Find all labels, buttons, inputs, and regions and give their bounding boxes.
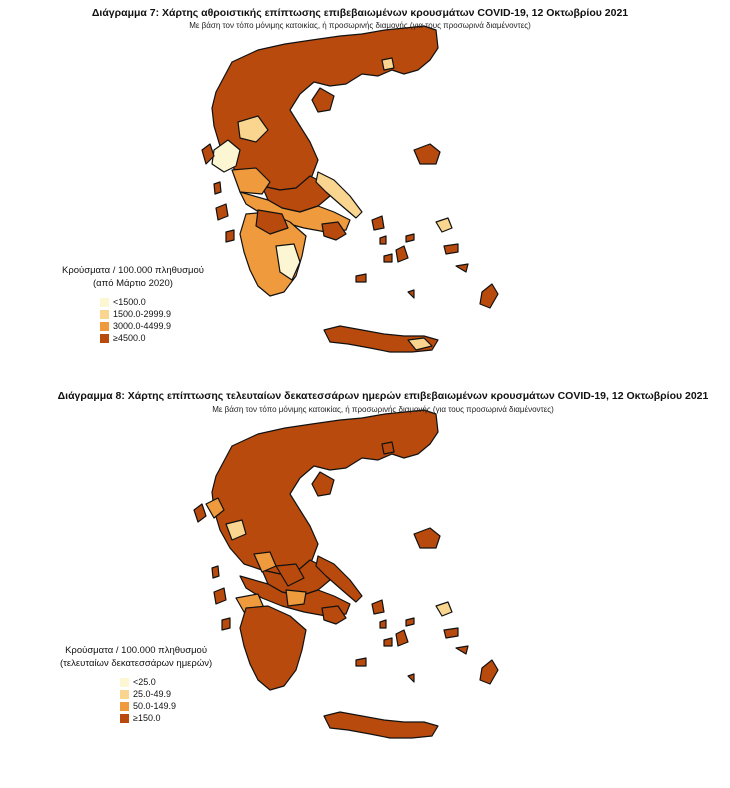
island-kefalonia [214,588,226,604]
island-mykonos [406,234,414,242]
legend-swatch [120,714,129,723]
legend-item [100,332,204,344]
island-syros [380,620,386,628]
legend-label: <25.0 [133,677,156,687]
legend-item [120,712,212,724]
island-syros [380,236,386,244]
island-mykonos [406,618,414,626]
legend-item [100,308,204,320]
map-title: Διάγραμμα 8: Χάρτης επίπτωσης τελευταίων δεκατεσσάρων ημερών επιβεβαιωμένων κρουσμάτων COVID-19, 12 Οκτωβρίου 2021 [57,390,709,402]
island-thassos [382,58,394,70]
legend-item [100,296,204,308]
region-peloponnese [240,606,306,690]
island-andros [372,600,384,614]
island-naxos [396,630,408,646]
legend-swatch [100,298,109,307]
map-legend [60,644,212,724]
island-samos [444,628,458,638]
island-corfu [194,504,206,522]
legend-swatch [100,334,109,343]
island-santorini [408,290,414,298]
island-lefkada [212,566,219,578]
island-naxos [396,246,408,262]
island-lefkada [214,182,221,194]
legend-label: <1500.0 [113,297,146,307]
legend-item [100,320,204,332]
legend-label: 1500.0-2999.9 [113,309,172,319]
island-crete [324,712,438,738]
legend-swatch [120,678,129,687]
map-title: Διάγραμμα 7: Χάρτης αθροιστικής επίπτωσης επιβεβαιωμένων κρουσμάτων COVID-19, 12 Οκτωβρίου 2021 [91,7,629,19]
island-santorini [408,674,414,682]
island-paros [384,638,392,646]
legend-title-line-1: Κρούσματα / 100.000 πληθυσμού [62,265,204,276]
island-rhodes [480,660,498,684]
legend-label: ≥4500.0 [113,333,146,343]
island-milos [356,274,366,282]
legend-item [120,676,212,688]
island-lesvos [414,144,440,164]
island-lesvos [414,528,440,548]
legend-label: 50.0-149.9 [133,701,177,711]
island-kos [456,264,468,272]
legend-title-line-1: Κρούσματα / 100.000 πληθυσμού [65,645,208,656]
greece-choropleth-14-day [0,386,730,786]
map-panel-14-day [0,386,730,786]
map-subtitle: Με βάση τον τόπο μόνιμης κατοικίας, ή προσωρινής διαμονής (για τους προσωρινά διαμένοντες) [212,405,554,414]
island-chios [436,602,452,616]
region-korinthia [286,590,306,606]
legend-swatch [120,690,129,699]
island-zakynthos [222,618,230,630]
island-andros [372,216,384,230]
map-subtitle: Με βάση τον τόπο μόνιμης κατοικίας, ή προσωρινής διαμονής (για τους προσωρινά διαμένοντες) [189,21,531,30]
legend-swatch [120,702,129,711]
legend-swatch [100,310,109,319]
island-kefalonia [216,204,228,220]
island-chios [436,218,452,232]
legend-swatch [100,322,109,331]
island-kos [456,646,468,654]
legend-item [120,700,212,712]
legend-label: 3000.0-4499.9 [113,321,172,331]
island-thassos [382,442,394,454]
island-milos [356,658,366,666]
region-halkidiki [312,472,334,496]
island-paros [384,254,392,262]
map-legend [62,264,204,344]
legend-item [120,688,212,700]
legend-label: 25.0-49.9 [133,689,172,699]
legend-title-line-2: (τελευταίων δεκατεσσάρων ημερών) [60,658,213,669]
island-zakynthos [226,230,234,242]
island-samos [444,244,458,254]
legend-label: ≥150.0 [133,713,161,723]
legend-title-line-2: (από Μάρτιο 2020) [93,278,173,289]
map-panel-cumulative [0,0,730,380]
island-rhodes [480,284,498,308]
region-halkidiki [312,88,334,112]
